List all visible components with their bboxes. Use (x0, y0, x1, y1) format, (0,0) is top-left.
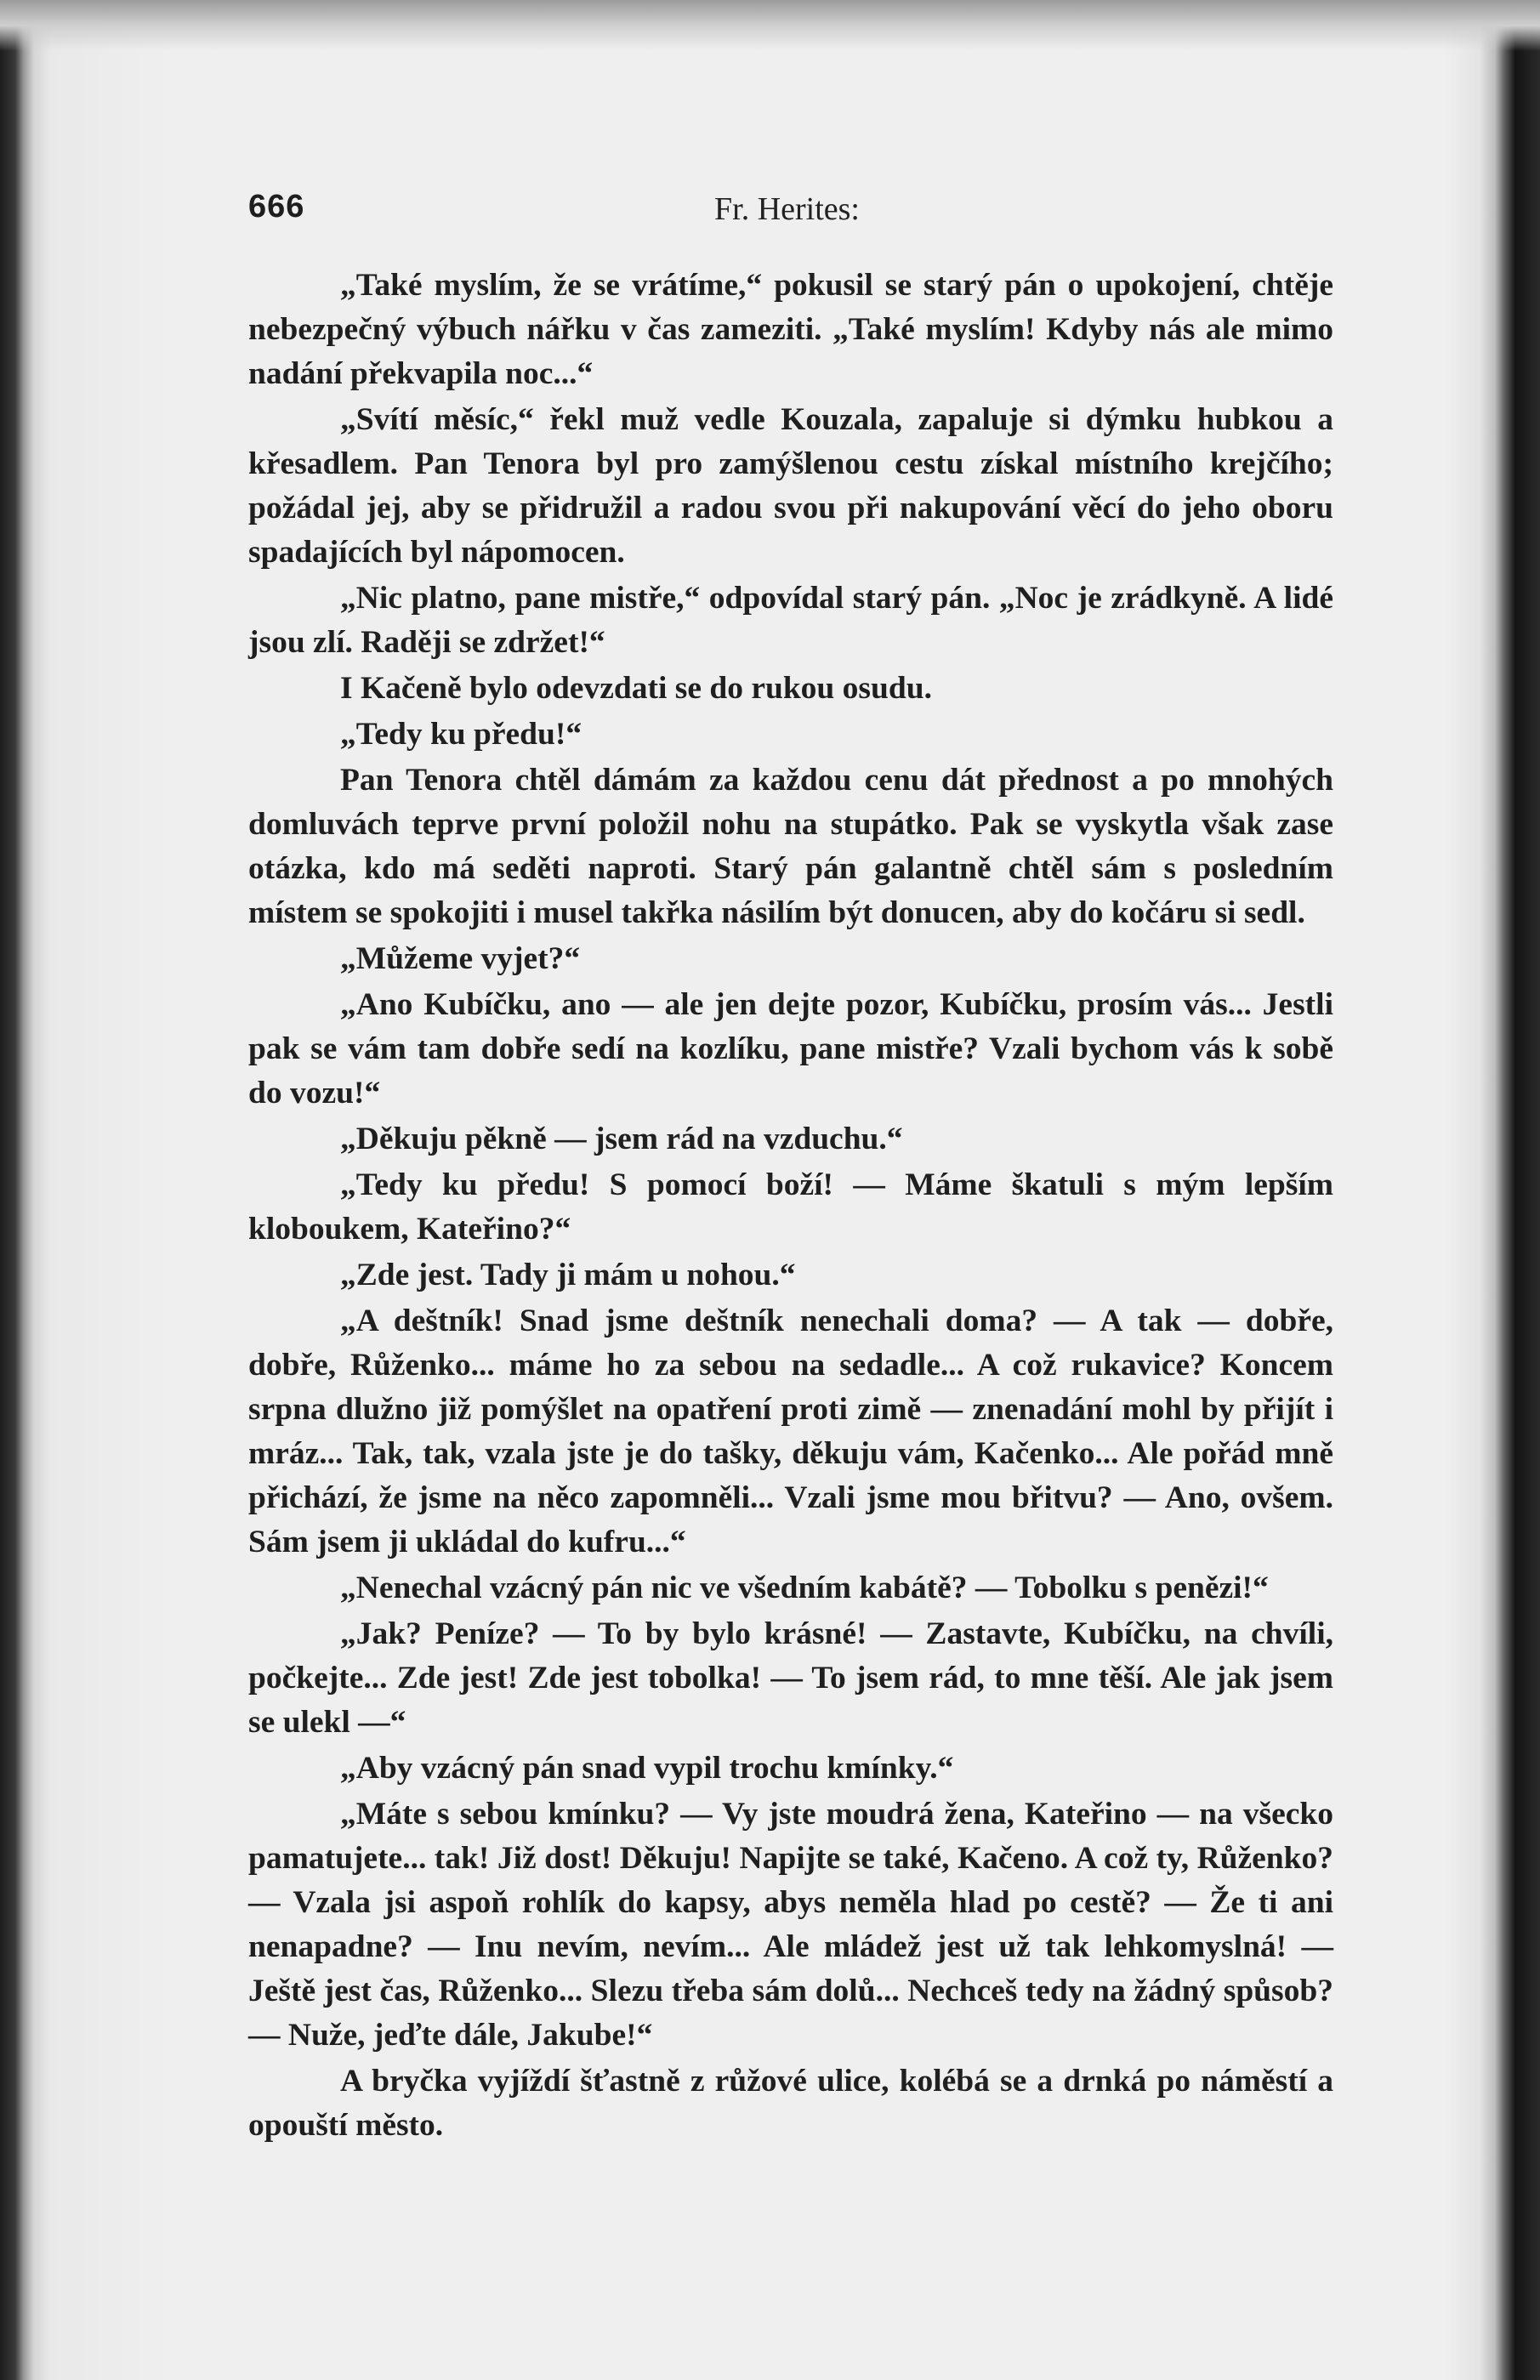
body-text (248, 264, 1333, 2148)
running-head: Fr. Herites: (714, 191, 860, 227)
paragraph: „Můžeme vyjet?“ (340, 941, 581, 976)
paragraph: „Nic platno, pane mistře,“ odpovídal starý pán. „Noc je zrádkyně. A lidé jsou zlí. Raději se zdržet!“ (248, 581, 1333, 660)
paragraph: „A deštník! Snad jsme deštník nenechali doma? — A tak — dobře, dobře, Růženko... máme ho za sebou na sedadle... A což rukavice? Koncem srpna dlužno již pomýšlet na opatření proti zimě — znenadání mohl by přijít i mráz... Tak, tak, vzala jste je do tašky, děkuju vám, Kačenko... Ale pořád mně přichází, že jsme na něco zapomněli... Vzali jsme mou břitvu? — Ano, ovšem. Sám jsem ji ukládal do kufru...“ (248, 1304, 1333, 1559)
paragraph: „Aby vzácný pán snad vypil trochu kmínky.“ (340, 1751, 954, 1786)
paragraph: A bryčka vyjíždí šťastně z růžové ulice, kolébá se a drnká po náměstí a opouští město. (248, 2064, 1333, 2143)
paragraph: „Tedy ku předu!“ (340, 717, 582, 752)
paragraph: „Také myslím, že se vrátíme,“ pokusil se starý pán o upokojení, chtěje nebezpečný výbuch nářku v čas zameziti. „Také myslím! Kdyby nás ale mimo nadání překvapila noc...“ (248, 268, 1333, 391)
paragraph: „Zde jest. Tady ji mám u nohou.“ (340, 1258, 796, 1292)
paragraph: „Ano Kubíčku, ano — ale jen dejte pozor, Kubíčku, prosím vás... Jestli pak se vám tam dobře sedí na kozlíku, pane mistře? Vzali bychom vás k sobě do vozu!“ (248, 987, 1333, 1110)
paragraph: „Jak? Peníze? — To by bylo krásné! — Zastavte, Kubíčku, na chvíli, počkejte... Zde jest! Zde jest tobolka! — To jsem rád, to mne těší. Ale jak jsem se ulekl —“ (248, 1616, 1333, 1740)
paragraph: Pan Tenora chtěl dámám za každou cenu dát přednost a po mnohých domluvách teprve první položil nohu na stupátko. Pak se vyskytla však zase otázka, kdo má seděti naproti. Starý pán galantně chtěl sám s posledním místem se spokojiti i musel takřka násilím být donucen, aby do kočáru si sedl. (248, 763, 1333, 930)
paragraph: I Kačeně bylo odevzdati se do rukou osudu. (340, 671, 932, 706)
paragraph: „Svítí měsíc,“ řekl muž vedle Kouzala, zapaluje si dýmku hubkou a křesadlem. Pan Tenora byl pro zamýšlenou cestu získal místního krejčího; požádal jej, aby se přidružil a radou svou při nakupování věcí do jeho oboru spadajících byl nápomocen. (248, 402, 1333, 570)
paragraph: „Tedy ku předu! S pomocí boží! — Máme škatuli s mým lepším kloboukem, Kateřino?“ (248, 1167, 1333, 1247)
page-number: 666 (248, 189, 305, 224)
paragraph: „Máte s sebou kmínku? — Vy jste moudrá žena, Kateřino — na všecko pamatujete... tak! Již dost! Děkuju! Napijte se také, Kačeno. A což ty, Růženko? — Vzala jsi aspoň rohlík do kapsy, abys neměla hlad po cestě? — Že ti ani nenapadne? — Inu nevím, nevím... Ale mládež jest už tak lehkomyslná! — Ještě jest čas, Růženko... Slezu třeba sám dolů... Nechceš tedy na žádný spůsob? — Nuže, jeďte dále, Jakube!“ (248, 1797, 1333, 2053)
paragraph: „Děkuju pěkně — jsem rád na vzduchu.“ (340, 1122, 903, 1156)
paragraph: „Nenechal vzácný pán nic ve všedním kabátě? — Tobolku s penězi!“ (340, 1571, 1269, 1605)
page-header (248, 189, 1337, 231)
